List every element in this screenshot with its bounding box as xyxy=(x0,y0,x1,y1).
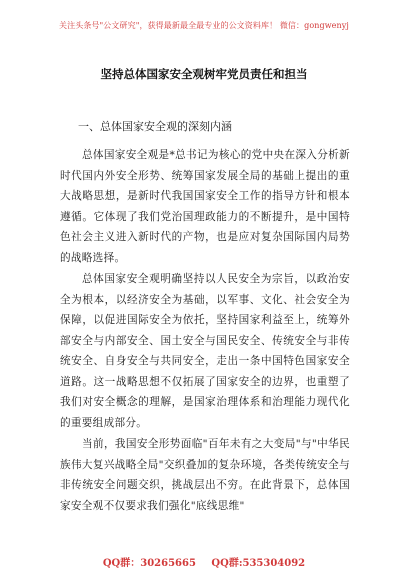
qq-group-1: QQ群：30265665 xyxy=(102,558,196,569)
qq-footer xyxy=(0,554,408,569)
qq-group-2: QQ群:535304092 xyxy=(211,558,306,569)
document-title: 坚持总体国家安全观树牢党员责任和担当 xyxy=(100,67,308,81)
section-heading: 一、总体国家安全观的深刻内涵 xyxy=(78,120,232,133)
paragraph: 总体国家安全观明确坚持以人民安全为宗旨，以政治安全为根本，以经济安全为基础，以军事、文化、社会安全为保障，以促进国际安全为依托，坚持国家利益至上，统筹外部安全与内部安全、国土安全与国民安全、传统安全与非传统安全、自身安全与共同安全，走出一条中国特色国家安全道路。这一战略思想不仅拓展了国家安全的边界，也重塑了我们对安全概念的理解，是国家治理体系和治理能力现代化的重要组成部分。 xyxy=(60,273,350,429)
paragraph: 总体国家安全观是*总书记为核心的党中央在深入分析新时代国内外安全形势、统筹国家发展全局的基础上提出的重大战略思想，是新时代我国国家安全工作的指导方针和根本遵循。它体现了我们党治国理政能力的不断提升，是中国特色社会主义进入新时代的产物，也是应对复杂国际国内局势的战略选择。 xyxy=(60,149,350,264)
promo-header: 关注头条号"公文研究"，获得最新最全最专业的公文资料库！ 微信：gongwenyj xyxy=(59,21,349,30)
document-body xyxy=(60,118,350,517)
paragraph: 当前，我国安全形势面临"百年未有之大变局"与"中华民族伟大复兴战略全局"交织叠加的复杂环境，各类传统安全与非传统安全问题交织，挑战层出不穷。在此背景下，总体国家安全观不仅要求我们强化"底线思维" xyxy=(60,438,350,512)
